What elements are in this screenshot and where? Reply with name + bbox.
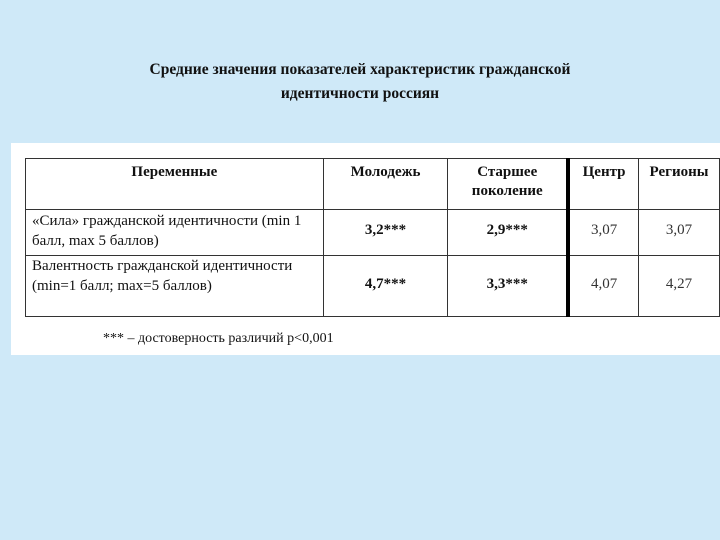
table-row (26, 210, 720, 256)
header-regions: Регионы (639, 159, 720, 210)
cell-regions: 3,07 (639, 210, 720, 256)
header-center: Центр (568, 159, 638, 210)
title-line-1: Средние значения показателей характеристик гражданской (149, 61, 571, 78)
results-table (25, 158, 720, 317)
cell-center: 3,07 (568, 210, 638, 256)
page-title (60, 58, 660, 106)
row-variable-valence: Валентность гражданской идентичности (min=1 балл; max=5 баллов) (26, 256, 324, 317)
table-panel (11, 143, 720, 355)
cell-older: 2,9*** (448, 210, 568, 256)
cell-youth: 4,7*** (323, 256, 448, 317)
header-variables: Переменные (26, 159, 324, 210)
table-header-row (26, 159, 720, 210)
cell-youth: 3,2*** (323, 210, 448, 256)
header-youth: Молодежь (323, 159, 448, 210)
cell-regions: 4,27 (639, 256, 720, 317)
title-line-2: идентичности россиян (280, 85, 440, 102)
cell-older: 3,3*** (448, 256, 568, 317)
cell-center: 4,07 (568, 256, 638, 317)
footnote: *** – достоверность различий p<0,001 (103, 331, 334, 346)
table-row (26, 256, 720, 317)
header-older: Старшее поколение (448, 159, 568, 210)
row-variable-strength: «Сила» гражданской идентичности (min 1 балл, max 5 баллов) (26, 210, 324, 256)
